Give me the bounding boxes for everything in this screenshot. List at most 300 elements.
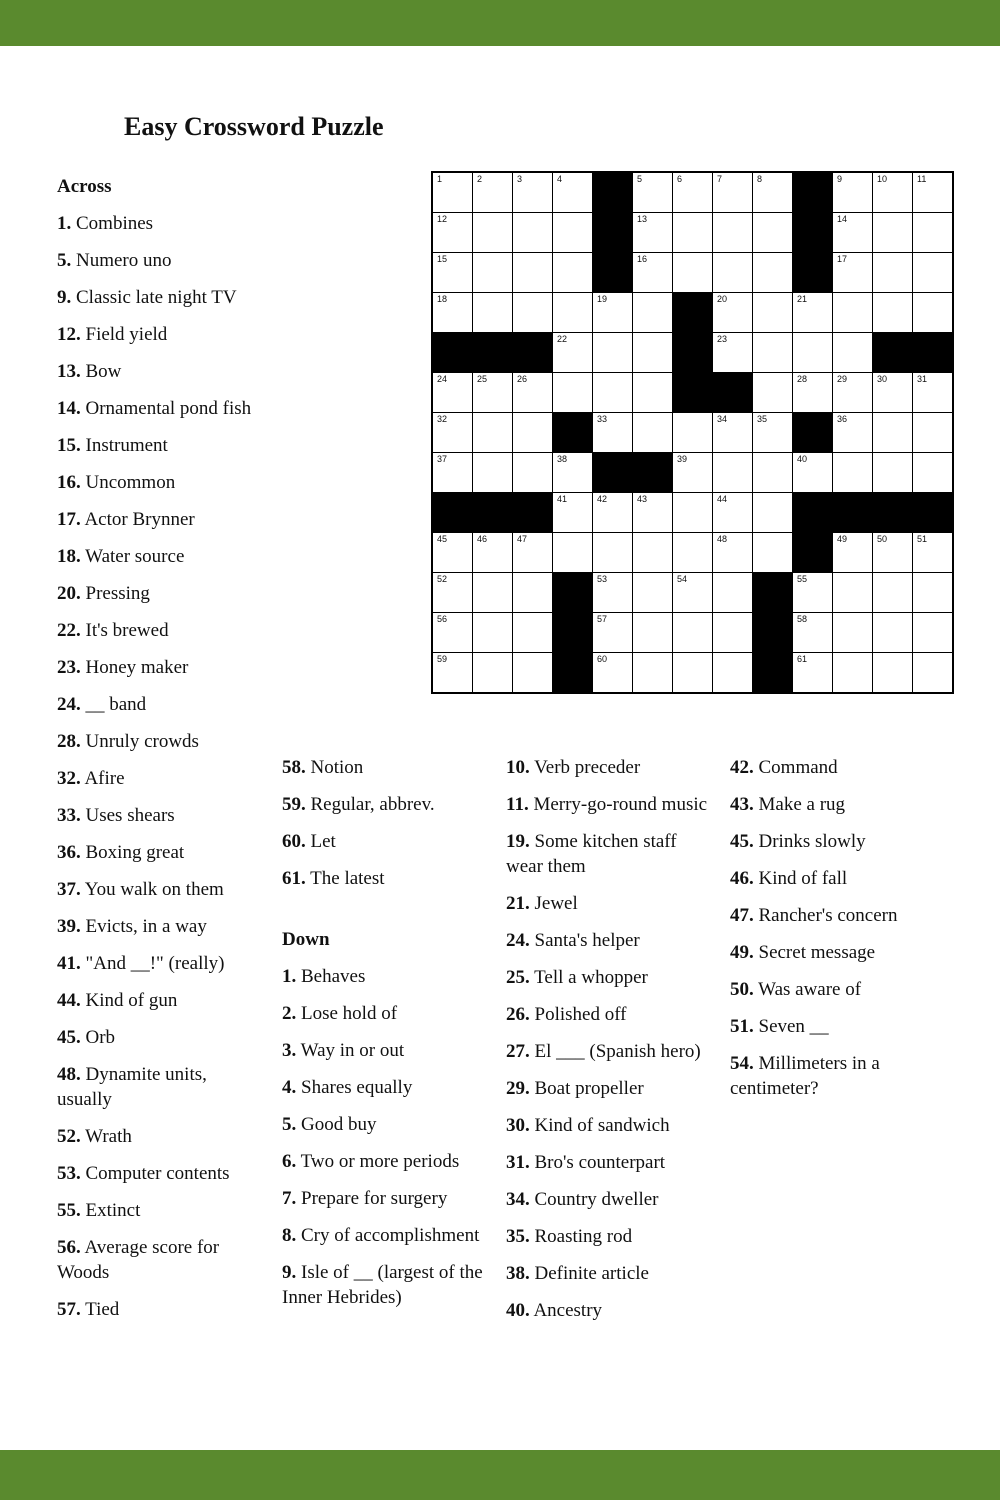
clue-number: 54	[677, 574, 688, 584]
grid-cell[interactable]	[873, 453, 912, 492]
clue-item	[506, 891, 716, 916]
down-clue-list-continued-2	[730, 755, 940, 1101]
grid-cell[interactable]	[513, 533, 552, 572]
grid-cell[interactable]	[793, 453, 832, 492]
grid-cell[interactable]	[593, 293, 632, 332]
clue-number-label: 11.	[506, 794, 529, 815]
clue-number: 58	[797, 614, 808, 624]
clue-text: Merry-go-round music	[528, 794, 708, 815]
grid-cell[interactable]	[513, 213, 552, 252]
grid-cell[interactable]	[633, 373, 672, 412]
grid-cell[interactable]	[873, 293, 912, 332]
grid-cell[interactable]	[753, 453, 792, 492]
clue-text: Instrument	[80, 435, 168, 456]
clue-item	[57, 359, 262, 384]
grid-cell[interactable]	[753, 533, 792, 572]
grid-cell[interactable]	[433, 293, 472, 332]
grid-cell[interactable]	[553, 533, 592, 572]
clue-item	[506, 1224, 716, 1249]
clues-column-2	[282, 755, 487, 1322]
black-square	[793, 253, 832, 292]
clue-text: Some kitchen staff wear them	[506, 831, 677, 877]
grid-cell[interactable]	[513, 173, 552, 212]
grid-cell[interactable]	[633, 533, 672, 572]
clue-number-label: 22.	[57, 620, 81, 641]
clue-number: 11	[917, 174, 927, 184]
clue-number-label: 39.	[57, 916, 81, 937]
grid-cell[interactable]	[473, 613, 512, 652]
grid-cell[interactable]	[673, 413, 712, 452]
grid-cell[interactable]	[593, 413, 632, 452]
clue-text: Uncommon	[80, 472, 176, 493]
grid-cell[interactable]	[593, 613, 632, 652]
clue-text: Kind of fall	[753, 868, 848, 889]
clue-number: 4	[557, 174, 563, 184]
clue-item	[506, 829, 716, 879]
clue-number-label: 21.	[506, 893, 530, 914]
clue-item	[57, 285, 262, 310]
clue-number: 60	[597, 654, 608, 664]
grid-cell[interactable]	[713, 333, 752, 372]
grid-cell[interactable]	[513, 293, 552, 332]
grid-cell[interactable]	[673, 573, 712, 612]
clue-number-label: 18.	[57, 546, 81, 567]
grid-cell[interactable]	[713, 653, 752, 692]
clue-text: Roasting rod	[529, 1226, 633, 1247]
clue-number: 36	[837, 414, 848, 424]
grid-cell[interactable]	[593, 653, 632, 692]
grid-cell[interactable]	[473, 413, 512, 452]
grid-cell[interactable]	[793, 373, 832, 412]
clue-text: Water source	[80, 546, 185, 567]
grid-cell[interactable]	[553, 173, 592, 212]
grid-cell[interactable]	[713, 493, 752, 532]
grid-cell[interactable]	[673, 493, 712, 532]
grid-cell[interactable]	[433, 213, 472, 252]
clue-number-label: 52.	[57, 1126, 81, 1147]
black-square	[473, 333, 512, 372]
black-square	[673, 293, 712, 332]
clue-number-label: 51.	[730, 1016, 754, 1037]
clue-text: Kind of sandwich	[529, 1115, 670, 1136]
grid-cell[interactable]	[433, 453, 472, 492]
grid-cell[interactable]	[673, 613, 712, 652]
clue-item	[282, 755, 487, 780]
clue-item	[57, 507, 262, 532]
grid-cell[interactable]	[473, 173, 512, 212]
clue-number: 31	[917, 374, 928, 384]
clue-number-label: 12.	[57, 324, 81, 345]
grid-cell[interactable]	[433, 373, 472, 412]
clue-number-label: 50.	[730, 979, 754, 1000]
clue-number-label: 33.	[57, 805, 81, 826]
clue-item	[730, 977, 940, 1002]
grid-cell[interactable]	[713, 573, 752, 612]
clue-text: Bro's counterpart	[529, 1152, 666, 1173]
grid-cell[interactable]	[913, 653, 952, 692]
black-square	[793, 213, 832, 252]
grid-cell[interactable]	[433, 253, 472, 292]
grid-cell[interactable]	[833, 373, 872, 412]
grid-cell[interactable]	[673, 533, 712, 572]
grid-cell[interactable]	[833, 293, 872, 332]
grid-cell[interactable]	[873, 173, 912, 212]
grid-cell[interactable]	[753, 413, 792, 452]
grid-cell[interactable]	[633, 333, 672, 372]
grid-cell[interactable]	[833, 653, 872, 692]
clue-number-label: 31.	[506, 1152, 530, 1173]
clue-number: 12	[437, 214, 448, 224]
grid-cell[interactable]	[753, 213, 792, 252]
clue-text: Evicts, in a way	[80, 916, 207, 937]
black-square	[833, 493, 872, 532]
clue-text: Let	[305, 831, 336, 852]
clue-item	[730, 1051, 940, 1101]
grid-cell[interactable]	[833, 573, 872, 612]
grid-cell[interactable]	[633, 573, 672, 612]
clue-number-label: 56.	[57, 1237, 81, 1258]
clue-number: 52	[437, 574, 448, 584]
clue-text: Notion	[305, 757, 364, 778]
clue-text: Uses shears	[80, 805, 175, 826]
grid-cell[interactable]	[833, 533, 872, 572]
clue-number-label: 2.	[282, 1003, 297, 1024]
clue-number-label: 13.	[57, 361, 81, 382]
clue-number: 47	[517, 534, 528, 544]
grid-cell[interactable]	[673, 173, 712, 212]
clue-item	[506, 1298, 716, 1323]
grid-cell[interactable]	[553, 213, 592, 252]
clue-number-label: 58.	[282, 757, 306, 778]
grid-cell[interactable]	[873, 253, 912, 292]
grid-cell[interactable]	[553, 333, 592, 372]
clue-text: El ___ (Spanish hero)	[529, 1041, 701, 1062]
clue-number: 61	[797, 654, 808, 664]
grid-cell[interactable]	[473, 373, 512, 412]
grid-cell[interactable]	[433, 413, 472, 452]
clue-number-label: 54.	[730, 1053, 754, 1074]
grid-cell[interactable]	[553, 493, 592, 532]
clue-number-label: 3.	[282, 1040, 297, 1061]
black-square	[553, 653, 592, 692]
grid-cell[interactable]	[553, 293, 592, 332]
clue-number: 33	[597, 414, 608, 424]
grid-cell[interactable]	[633, 653, 672, 692]
grid-cell[interactable]	[833, 213, 872, 252]
clue-number-label: 44.	[57, 990, 81, 1011]
grid-cell[interactable]	[473, 293, 512, 332]
grid-cell[interactable]	[753, 493, 792, 532]
page-title: Easy Crossword Puzzle	[124, 112, 384, 141]
clue-number-label: 42.	[730, 757, 754, 778]
grid-cell[interactable]	[633, 173, 672, 212]
grid-cell[interactable]	[873, 573, 912, 612]
grid-cell[interactable]	[473, 653, 512, 692]
grid-cell[interactable]	[793, 333, 832, 372]
clue-number-label: 9.	[57, 287, 72, 308]
grid-cell[interactable]	[913, 453, 952, 492]
grid-cell[interactable]	[913, 373, 952, 412]
clue-number: 8	[757, 174, 763, 184]
clue-text: Santa's helper	[529, 930, 640, 951]
clue-number-label: 40.	[506, 1300, 530, 1321]
clue-item	[282, 792, 487, 817]
grid-cell[interactable]	[753, 253, 792, 292]
black-square	[793, 533, 832, 572]
black-square	[913, 333, 952, 372]
clue-number: 15	[437, 254, 448, 264]
clue-number: 55	[797, 574, 808, 584]
clue-item	[57, 914, 262, 939]
clue-number: 5	[637, 174, 643, 184]
clue-text: Good buy	[296, 1114, 377, 1135]
grid-cell[interactable]	[633, 613, 672, 652]
grid-cell[interactable]	[873, 413, 912, 452]
grid-cell[interactable]	[913, 413, 952, 452]
grid-cell[interactable]	[593, 333, 632, 372]
grid-cell[interactable]	[873, 213, 912, 252]
grid-cell[interactable]	[473, 213, 512, 252]
clue-item	[57, 470, 262, 495]
clue-text: Combines	[71, 213, 154, 234]
clue-item	[282, 1223, 487, 1248]
clue-item	[506, 1076, 716, 1101]
clue-number-label: 35.	[506, 1226, 530, 1247]
clue-number-label: 55.	[57, 1200, 81, 1221]
clue-number-label: 27.	[506, 1041, 530, 1062]
clue-number: 43	[637, 494, 648, 504]
clue-item	[57, 581, 262, 606]
grid-cell[interactable]	[633, 293, 672, 332]
grid-cell[interactable]	[593, 533, 632, 572]
clue-number-label: 60.	[282, 831, 306, 852]
clue-number-label: 32.	[57, 768, 81, 789]
grid-cell[interactable]	[433, 533, 472, 572]
clue-item	[506, 1113, 716, 1138]
clue-number: 10	[877, 174, 888, 184]
clue-text: Honey maker	[80, 657, 189, 678]
clue-item	[57, 1235, 262, 1285]
grid-cell[interactable]	[513, 413, 552, 452]
clue-text: Jewel	[529, 893, 578, 914]
grid-cell[interactable]	[513, 613, 552, 652]
clue-text: It's brewed	[80, 620, 169, 641]
grid-cell[interactable]	[553, 453, 592, 492]
grid-cell[interactable]	[713, 413, 752, 452]
grid-cell[interactable]	[713, 293, 752, 332]
grid-cell[interactable]	[673, 253, 712, 292]
clue-text: Definite article	[529, 1263, 649, 1284]
clue-number: 3	[517, 174, 523, 184]
grid-cell[interactable]	[553, 373, 592, 412]
clue-item	[57, 1025, 262, 1050]
clue-text: Average score for Woods	[57, 1237, 220, 1283]
clue-item	[57, 988, 262, 1013]
grid-cell[interactable]	[553, 253, 592, 292]
clue-number-label: 4.	[282, 1077, 297, 1098]
grid-cell[interactable]	[713, 173, 752, 212]
clue-item	[57, 433, 262, 458]
clue-item	[57, 1062, 262, 1112]
bottom-green-band	[0, 1450, 1000, 1500]
clue-text: Numero uno	[71, 250, 172, 271]
clue-text: Boat propeller	[529, 1078, 644, 1099]
grid-cell[interactable]	[513, 453, 552, 492]
clue-text: Field yield	[80, 324, 168, 345]
grid-cell[interactable]	[713, 453, 752, 492]
grid-cell[interactable]	[673, 213, 712, 252]
grid-cell[interactable]	[913, 573, 952, 612]
grid-cell[interactable]	[473, 533, 512, 572]
grid-cell[interactable]	[473, 573, 512, 612]
grid-cell[interactable]	[913, 173, 952, 212]
clue-number-label: 25.	[506, 967, 530, 988]
grid-cell[interactable]	[713, 213, 752, 252]
grid-cell[interactable]	[673, 453, 712, 492]
clue-number: 56	[437, 614, 448, 624]
clue-item	[506, 1261, 716, 1286]
clue-text: Ornamental pond fish	[80, 398, 252, 419]
clue-number: 32	[437, 414, 448, 424]
clue-text: Secret message	[753, 942, 876, 963]
clue-text: Unruly crowds	[80, 731, 199, 752]
clue-number-label: 24.	[57, 694, 81, 715]
clue-number: 23	[717, 334, 728, 344]
grid-cell[interactable]	[913, 293, 952, 332]
black-square	[793, 173, 832, 212]
clue-item	[730, 829, 940, 854]
grid-cell[interactable]	[833, 413, 872, 452]
clues-column-3	[506, 755, 716, 1335]
black-square	[753, 653, 792, 692]
clue-text: Polished off	[529, 1004, 627, 1025]
grid-cell[interactable]	[833, 173, 872, 212]
clue-text: The latest	[305, 868, 385, 889]
grid-cell[interactable]	[593, 573, 632, 612]
clue-number-label: 45.	[57, 1027, 81, 1048]
clue-number-label: 15.	[57, 435, 81, 456]
clue-text: Command	[753, 757, 838, 778]
grid-cell[interactable]	[913, 613, 952, 652]
clue-number: 16	[637, 254, 648, 264]
clue-number: 51	[917, 534, 928, 544]
clue-number: 17	[837, 254, 848, 264]
grid-cell[interactable]	[513, 573, 552, 612]
clue-text: "And __!" (really)	[80, 953, 225, 974]
clue-item	[57, 322, 262, 347]
clue-item	[730, 792, 940, 817]
clue-number-label: 48.	[57, 1064, 81, 1085]
black-square	[553, 613, 592, 652]
black-square	[913, 493, 952, 532]
clue-item	[506, 928, 716, 953]
clue-number-label: 47.	[730, 905, 754, 926]
grid-cell[interactable]	[473, 453, 512, 492]
grid-cell[interactable]	[833, 453, 872, 492]
grid-cell[interactable]	[833, 613, 872, 652]
clue-item	[57, 655, 262, 680]
clue-item	[57, 248, 262, 273]
grid-cell[interactable]	[513, 653, 552, 692]
grid-cell[interactable]	[713, 253, 752, 292]
black-square	[553, 573, 592, 612]
clue-text: Isle of __ (largest of the Inner Hebrides)	[282, 1262, 483, 1308]
clue-item	[282, 829, 487, 854]
grid-cell[interactable]	[913, 253, 952, 292]
clue-number: 45	[437, 534, 448, 544]
grid-cell[interactable]	[593, 493, 632, 532]
grid-cell[interactable]	[433, 573, 472, 612]
clue-number-label: 17.	[57, 509, 81, 530]
clue-number: 28	[797, 374, 808, 384]
clue-number: 22	[557, 334, 568, 344]
grid-cell[interactable]	[753, 173, 792, 212]
grid-cell[interactable]	[793, 293, 832, 332]
clue-item	[730, 755, 940, 780]
grid-cell[interactable]	[713, 533, 752, 572]
crossword-grid	[431, 171, 954, 694]
clue-number-label: 5.	[282, 1114, 297, 1135]
clue-item	[282, 1038, 487, 1063]
grid-cell[interactable]	[753, 333, 792, 372]
grid-cell[interactable]	[913, 533, 952, 572]
clue-number: 38	[557, 454, 568, 464]
grid-cell[interactable]	[633, 413, 672, 452]
grid-cell[interactable]	[433, 653, 472, 692]
clue-item	[282, 1001, 487, 1026]
clue-item	[282, 1112, 487, 1137]
clue-text: Bow	[80, 361, 122, 382]
grid-cell[interactable]	[873, 533, 912, 572]
grid-cell[interactable]	[513, 373, 552, 412]
grid-cell[interactable]	[433, 173, 472, 212]
grid-cell[interactable]	[673, 653, 712, 692]
black-square	[793, 413, 832, 452]
grid-cell[interactable]	[873, 373, 912, 412]
grid-cell[interactable]	[833, 253, 872, 292]
grid-cell[interactable]	[753, 373, 792, 412]
black-square	[753, 573, 792, 612]
clue-number: 18	[437, 294, 448, 304]
grid-cell[interactable]	[793, 573, 832, 612]
clue-item	[57, 729, 262, 754]
clue-number: 42	[597, 494, 608, 504]
grid-cell[interactable]	[873, 653, 912, 692]
grid-cell[interactable]	[633, 253, 672, 292]
clue-item	[57, 692, 262, 717]
grid-cell[interactable]	[793, 653, 832, 692]
black-square	[593, 213, 632, 252]
grid-cell[interactable]	[753, 293, 792, 332]
grid-cell[interactable]	[513, 253, 552, 292]
grid-cell[interactable]	[873, 613, 912, 652]
black-square	[633, 453, 672, 492]
grid-cell[interactable]	[633, 213, 672, 252]
grid-cell[interactable]	[793, 613, 832, 652]
clue-number: 40	[797, 454, 808, 464]
grid-cell[interactable]	[913, 213, 952, 252]
grid-cell[interactable]	[593, 373, 632, 412]
down-heading: Down	[282, 929, 330, 950]
grid-cell[interactable]	[633, 493, 672, 532]
grid-cell[interactable]	[833, 333, 872, 372]
clue-number: 48	[717, 534, 728, 544]
grid-cell[interactable]	[713, 613, 752, 652]
clue-item	[730, 1014, 940, 1039]
grid-cell[interactable]	[473, 253, 512, 292]
grid-cell[interactable]	[433, 613, 472, 652]
clue-number: 49	[837, 534, 848, 544]
